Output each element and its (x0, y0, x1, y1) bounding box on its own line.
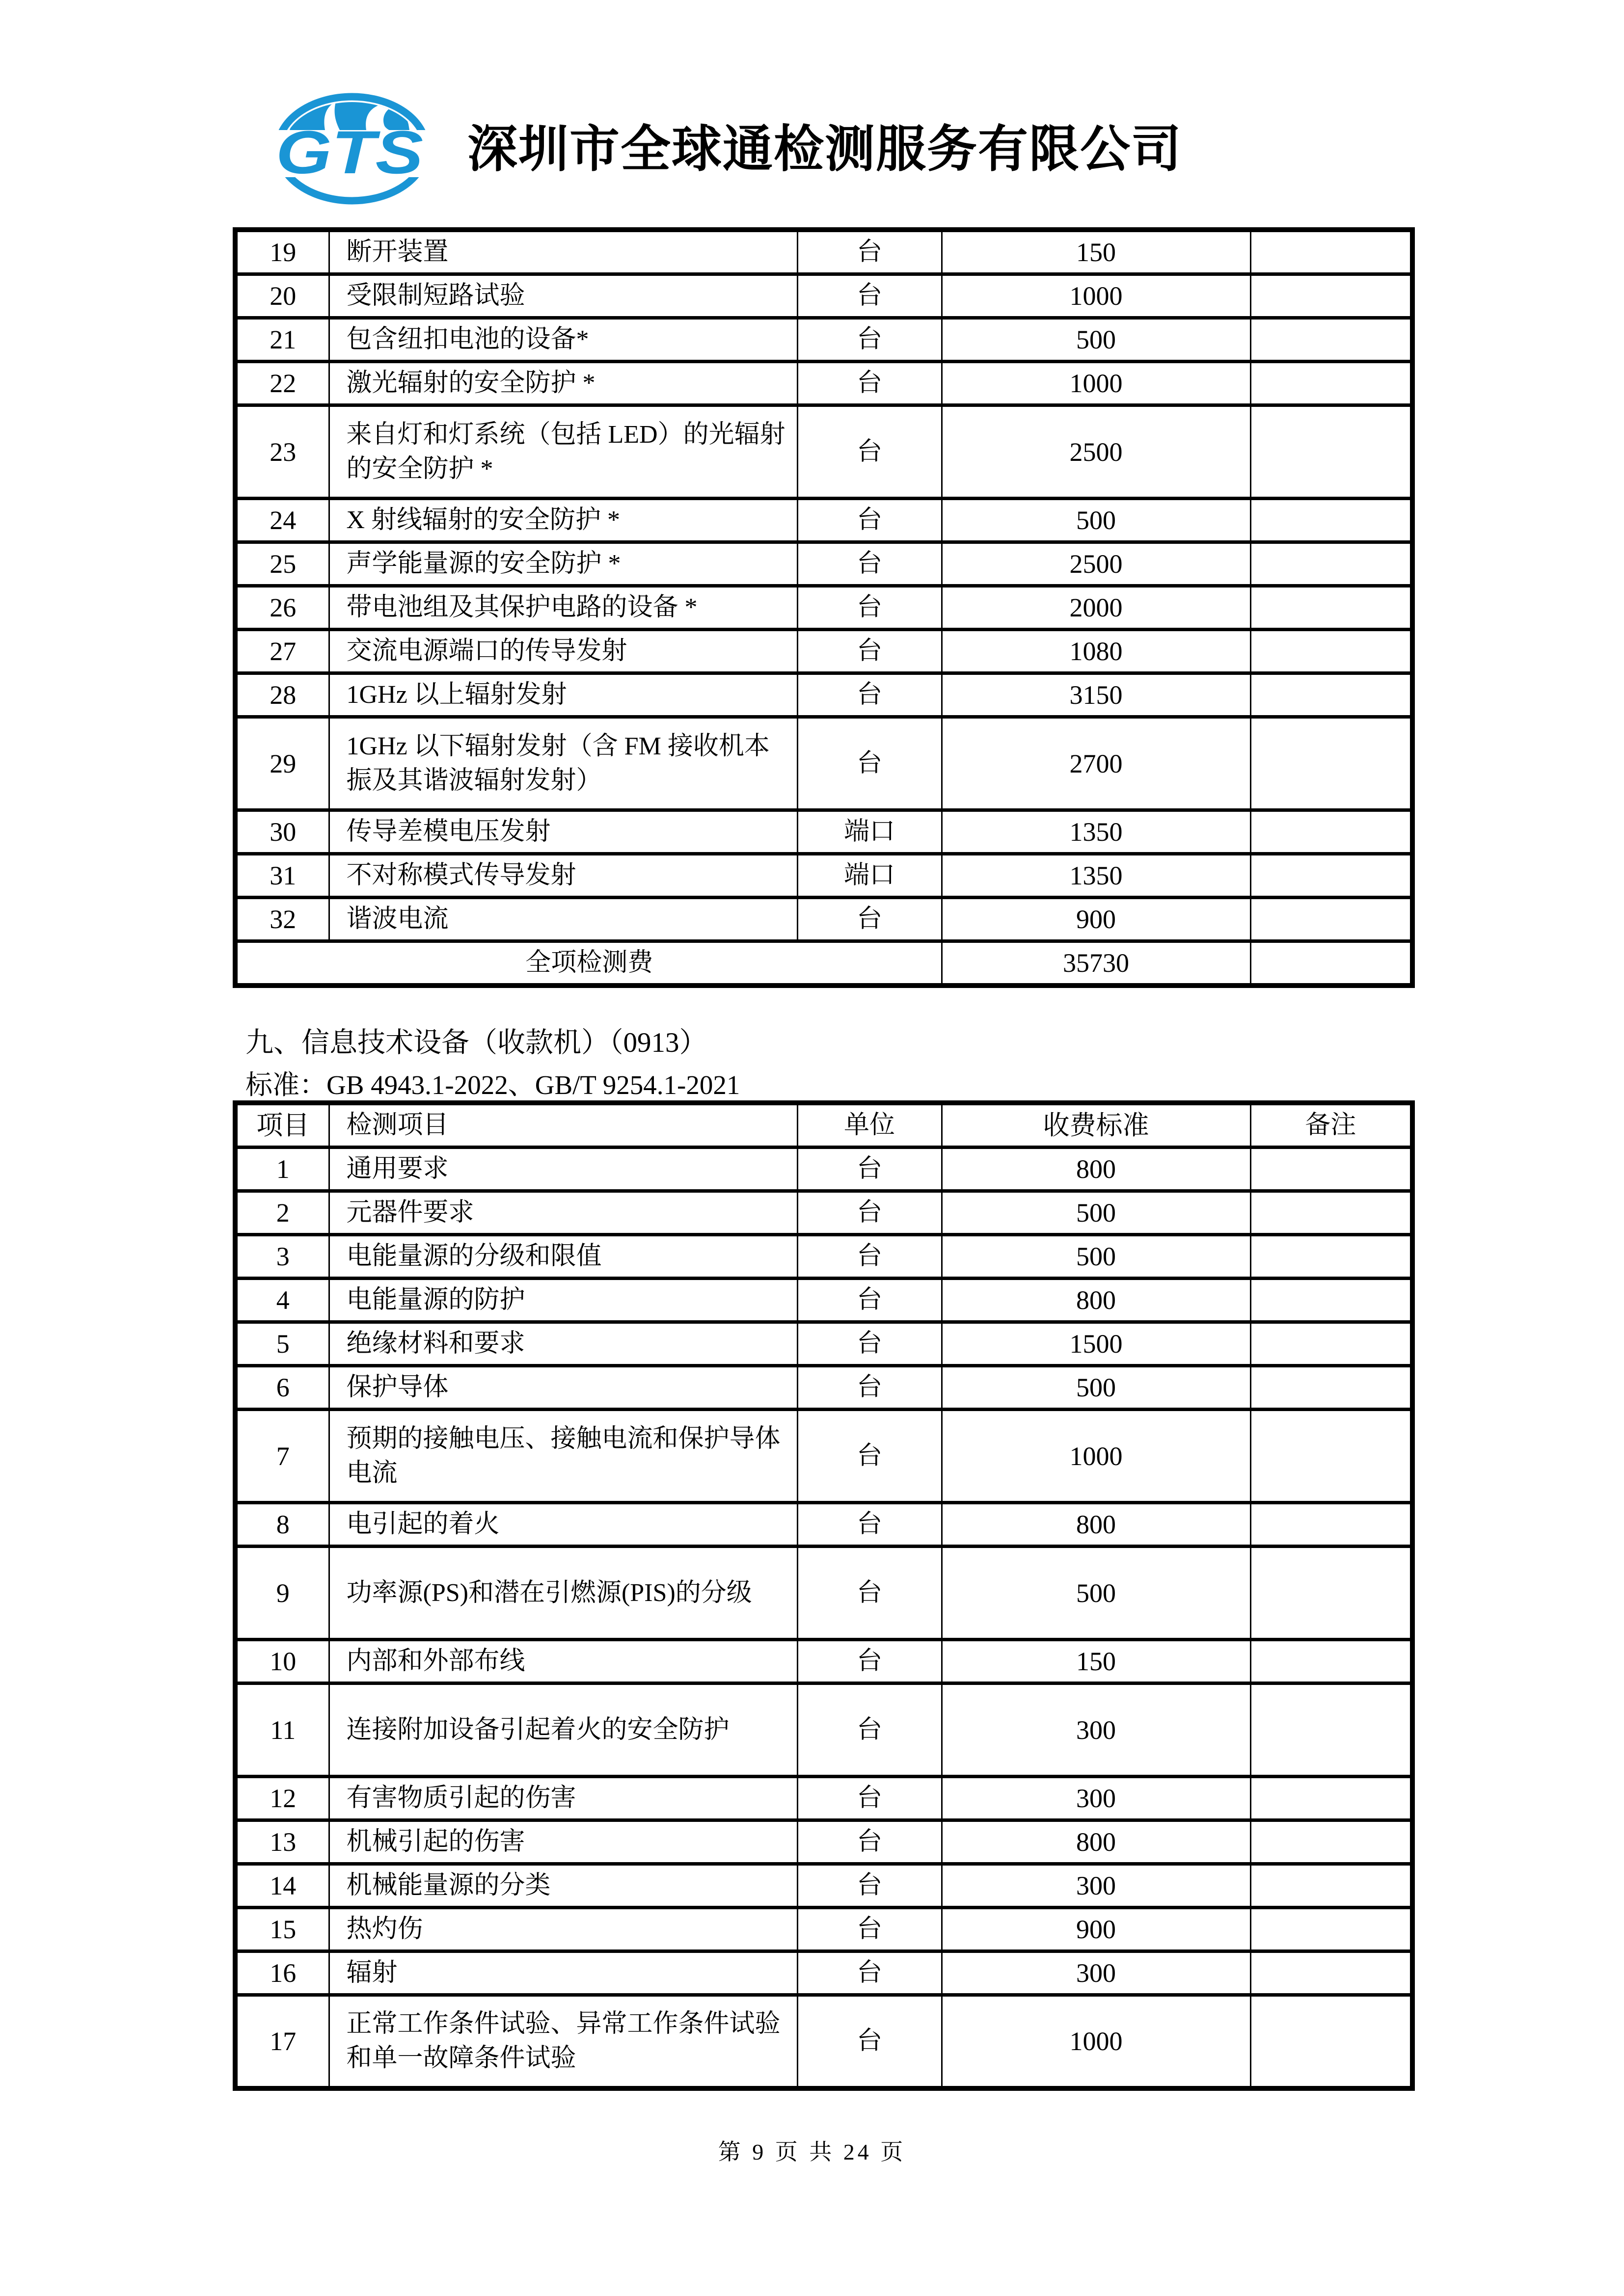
item-name-cell: X 射线辐射的安全防护 * (329, 499, 797, 542)
table-row (235, 362, 1412, 405)
fee-cell: 300 (942, 1864, 1250, 1908)
table-row (235, 1683, 1412, 1777)
remark-cell (1250, 542, 1412, 586)
remark-cell (1250, 318, 1412, 362)
company-name: 深圳市全球通检测服务有限公司 (467, 122, 1182, 178)
fee-cell: 1350 (942, 810, 1250, 854)
unit-cell: 台 (797, 1322, 942, 1366)
remark-cell (1250, 1191, 1412, 1235)
remark-cell (1250, 810, 1412, 854)
item-name-cell: 1GHz 以上辐射发射 (329, 673, 797, 717)
table-header-row (235, 1103, 1412, 1148)
remark-cell (1250, 673, 1412, 717)
item-name-cell: 来自灯和灯系统（包括 LED）的光辐射的安全防护 * (329, 405, 797, 499)
item-name-cell: 热灼伤 (329, 1908, 797, 1951)
table-row (235, 1410, 1412, 1503)
item-name-cell: 断开装置 (329, 230, 797, 274)
page-footer: 第 9 页 共 24 页 (718, 2139, 906, 2164)
table-row (235, 499, 1412, 542)
item-name-cell: 电能量源的分级和限值 (329, 1235, 797, 1279)
unit-cell: 台 (797, 230, 942, 274)
unit-cell: 台 (797, 1503, 942, 1547)
remark-cell (1250, 362, 1412, 405)
item-name-cell: 激光辐射的安全防护 * (329, 362, 797, 405)
item-no-cell: 5 (235, 1322, 329, 1366)
item-name-cell: 谐波电流 (329, 898, 797, 941)
remark-cell (1250, 1683, 1412, 1777)
fee-cell: 150 (942, 230, 1250, 274)
unit-cell: 台 (797, 542, 942, 586)
item-no-cell: 9 (235, 1547, 329, 1640)
item-no-cell: 10 (235, 1640, 329, 1683)
fee-cell: 500 (942, 1235, 1250, 1279)
table-row (235, 1547, 1412, 1640)
table-row (235, 1951, 1412, 1995)
remark-cell (1250, 854, 1412, 898)
col-header-unit: 单位 (797, 1103, 942, 1148)
unit-cell: 台 (797, 1908, 942, 1951)
table-row (235, 1995, 1412, 2088)
fee-cell: 2700 (942, 717, 1250, 810)
remark-cell (1250, 1640, 1412, 1683)
item-no-cell: 2 (235, 1191, 329, 1235)
item-name-cell: 连接附加设备引起着火的安全防护 (329, 1683, 797, 1777)
remark-cell (1250, 898, 1412, 941)
table-row (235, 717, 1412, 810)
item-name-cell: 辐射 (329, 1951, 797, 1995)
remark-cell (1250, 586, 1412, 630)
item-name-cell: 功率源(PS)和潜在引燃源(PIS)的分级 (329, 1547, 797, 1640)
unit-cell: 台 (797, 898, 942, 941)
item-no-cell: 26 (235, 586, 329, 630)
item-no-cell: 20 (235, 274, 329, 318)
item-name-cell: 电引起的着火 (329, 1503, 797, 1547)
col-header-item-name: 检测项目 (329, 1103, 797, 1148)
col-header-fee: 收费标准 (942, 1103, 1250, 1148)
fee-cell: 500 (942, 318, 1250, 362)
table-row (235, 673, 1412, 717)
item-name-cell: 内部和外部布线 (329, 1640, 797, 1683)
unit-cell: 台 (797, 499, 942, 542)
unit-cell: 台 (797, 630, 942, 673)
fee-cell: 150 (942, 1640, 1250, 1683)
fee-cell: 800 (942, 1279, 1250, 1322)
fee-cell: 800 (942, 1820, 1250, 1864)
item-name-cell: 元器件要求 (329, 1191, 797, 1235)
item-no-cell: 3 (235, 1235, 329, 1279)
item-name-cell: 保护导体 (329, 1366, 797, 1410)
fee-cell: 500 (942, 1191, 1250, 1235)
fee-cell: 3150 (942, 673, 1250, 717)
remark-cell (1250, 1908, 1412, 1951)
item-no-cell: 13 (235, 1820, 329, 1864)
item-no-cell: 29 (235, 717, 329, 810)
unit-cell: 端口 (797, 854, 942, 898)
item-name-cell: 交流电源端口的传导发射 (329, 630, 797, 673)
globe-gts-icon (271, 91, 433, 223)
item-no-cell: 28 (235, 673, 329, 717)
table-row (235, 1503, 1412, 1547)
item-no-cell: 24 (235, 499, 329, 542)
fee-cell: 1000 (942, 362, 1250, 405)
unit-cell: 端口 (797, 810, 942, 854)
remark-cell (1250, 274, 1412, 318)
item-no-cell: 31 (235, 854, 329, 898)
item-no-cell: 21 (235, 318, 329, 362)
remark-cell (1250, 1148, 1412, 1191)
fee-cell: 800 (942, 1503, 1250, 1547)
table-row (235, 1820, 1412, 1864)
remark-cell (1250, 230, 1412, 274)
item-no-cell: 25 (235, 542, 329, 586)
unit-cell: 台 (797, 673, 942, 717)
fee-cell: 1000 (942, 1995, 1250, 2088)
table-row (235, 1148, 1412, 1191)
item-name-cell: 包含纽扣电池的设备* (329, 318, 797, 362)
total-fee-cell: 35730 (942, 941, 1250, 986)
fee-cell: 1080 (942, 630, 1250, 673)
item-no-cell: 22 (235, 362, 329, 405)
remark-cell (1250, 717, 1412, 810)
unit-cell: 台 (797, 1148, 942, 1191)
fee-cell: 1000 (942, 274, 1250, 318)
item-no-cell: 6 (235, 1366, 329, 1410)
company-logo (271, 91, 433, 223)
item-no-cell: 30 (235, 810, 329, 854)
unit-cell: 台 (797, 717, 942, 810)
remark-cell (1250, 1410, 1412, 1503)
table-row (235, 1908, 1412, 1951)
fee-cell: 500 (942, 1366, 1250, 1410)
table-row (235, 586, 1412, 630)
item-name-cell: 声学能量源的安全防护 * (329, 542, 797, 586)
unit-cell: 台 (797, 1995, 942, 2088)
table-row (235, 1191, 1412, 1235)
table-row (235, 1235, 1412, 1279)
item-no-cell: 16 (235, 1951, 329, 1995)
table-row (235, 230, 1412, 274)
item-name-cell: 绝缘材料和要求 (329, 1322, 797, 1366)
table-row (235, 274, 1412, 318)
item-no-cell: 8 (235, 1503, 329, 1547)
col-header-remark: 备注 (1250, 1103, 1412, 1148)
unit-cell: 台 (797, 405, 942, 499)
item-no-cell: 7 (235, 1410, 329, 1503)
item-name-cell: 电能量源的防护 (329, 1279, 797, 1322)
remark-cell (1250, 499, 1412, 542)
table-row (235, 318, 1412, 362)
unit-cell: 台 (797, 1951, 942, 1995)
remark-cell (1250, 941, 1412, 986)
fee-cell: 300 (942, 1683, 1250, 1777)
remark-cell (1250, 1366, 1412, 1410)
item-no-cell: 14 (235, 1864, 329, 1908)
unit-cell: 台 (797, 586, 942, 630)
fee-cell: 900 (942, 1908, 1250, 1951)
unit-cell: 台 (797, 1410, 942, 1503)
unit-cell: 台 (797, 1235, 942, 1279)
item-name-cell: 受限制短路试验 (329, 274, 797, 318)
fee-cell: 1350 (942, 854, 1250, 898)
section-title: 九、信息技术设备（收款机）（0913） (245, 1027, 707, 1058)
remark-cell (1250, 405, 1412, 499)
item-name-cell: 有害物质引起的伤害 (329, 1777, 797, 1820)
remark-cell (1250, 1995, 1412, 2088)
table-row (235, 1777, 1412, 1820)
item-no-cell: 15 (235, 1908, 329, 1951)
remark-cell (1250, 1235, 1412, 1279)
fee-cell: 500 (942, 1547, 1250, 1640)
fee-cell: 2500 (942, 542, 1250, 586)
table-row (235, 1279, 1412, 1322)
item-name-cell: 预期的接触电压、接触电流和保护导体电流 (329, 1410, 797, 1503)
item-name-cell: 通用要求 (329, 1148, 797, 1191)
item-no-cell: 11 (235, 1683, 329, 1777)
fee-cell: 800 (942, 1148, 1250, 1191)
remark-cell (1250, 1547, 1412, 1640)
unit-cell: 台 (797, 1191, 942, 1235)
item-name-cell: 不对称模式传导发射 (329, 854, 797, 898)
remark-cell (1250, 1322, 1412, 1366)
fee-cell: 1500 (942, 1322, 1250, 1366)
table-row (235, 542, 1412, 586)
item-no-cell: 1 (235, 1148, 329, 1191)
remark-cell (1250, 1279, 1412, 1322)
remark-cell (1250, 1951, 1412, 1995)
fee-cell: 1000 (942, 1410, 1250, 1503)
unit-cell: 台 (797, 362, 942, 405)
item-no-cell: 27 (235, 630, 329, 673)
fee-table (233, 1100, 1415, 2091)
unit-cell: 台 (797, 1864, 942, 1908)
item-no-cell: 17 (235, 1995, 329, 2088)
unit-cell: 台 (797, 1683, 942, 1777)
remark-cell (1250, 1777, 1412, 1820)
table-row (235, 1864, 1412, 1908)
table-row (235, 1366, 1412, 1410)
remark-cell (1250, 1864, 1412, 1908)
item-no-cell: 32 (235, 898, 329, 941)
unit-cell: 台 (797, 318, 942, 362)
fee-table-continued (233, 227, 1415, 988)
unit-cell: 台 (797, 274, 942, 318)
item-name-cell: 带电池组及其保护电路的设备 * (329, 586, 797, 630)
total-row (235, 941, 1412, 986)
standard-line: 标准：GB 4943.1-2022、GB/T 9254.1-2021 (245, 1070, 740, 1100)
col-header-item-no: 项目 (235, 1103, 329, 1148)
item-name-cell: 正常工作条件试验、异常工作条件试验和单一故障条件试验 (329, 1995, 797, 2088)
fee-cell: 2500 (942, 405, 1250, 499)
table-row (235, 1640, 1412, 1683)
item-no-cell: 4 (235, 1279, 329, 1322)
unit-cell: 台 (797, 1547, 942, 1640)
table-row (235, 1322, 1412, 1366)
table-row (235, 630, 1412, 673)
fee-cell: 900 (942, 898, 1250, 941)
fee-cell: 2000 (942, 586, 1250, 630)
item-name-cell: 1GHz 以下辐射发射（含 FM 接收机本振及其谐波辐射发射） (329, 717, 797, 810)
remark-cell (1250, 1820, 1412, 1864)
table-row (235, 898, 1412, 941)
unit-cell: 台 (797, 1640, 942, 1683)
svg-text:GTS: GTS (276, 119, 423, 187)
remark-cell (1250, 1503, 1412, 1547)
fee-cell: 500 (942, 499, 1250, 542)
unit-cell: 台 (797, 1366, 942, 1410)
table-row (235, 854, 1412, 898)
remark-cell (1250, 630, 1412, 673)
item-name-cell: 传导差模电压发射 (329, 810, 797, 854)
table-row (235, 405, 1412, 499)
total-label-cell: 全项检测费 (235, 941, 942, 986)
table-row (235, 810, 1412, 854)
item-name-cell: 机械引起的伤害 (329, 1820, 797, 1864)
fee-cell: 300 (942, 1777, 1250, 1820)
fee-cell: 300 (942, 1951, 1250, 1995)
item-name-cell: 机械能量源的分类 (329, 1864, 797, 1908)
item-no-cell: 12 (235, 1777, 329, 1820)
unit-cell: 台 (797, 1820, 942, 1864)
unit-cell: 台 (797, 1279, 942, 1322)
item-no-cell: 19 (235, 230, 329, 274)
unit-cell: 台 (797, 1777, 942, 1820)
item-no-cell: 23 (235, 405, 329, 499)
